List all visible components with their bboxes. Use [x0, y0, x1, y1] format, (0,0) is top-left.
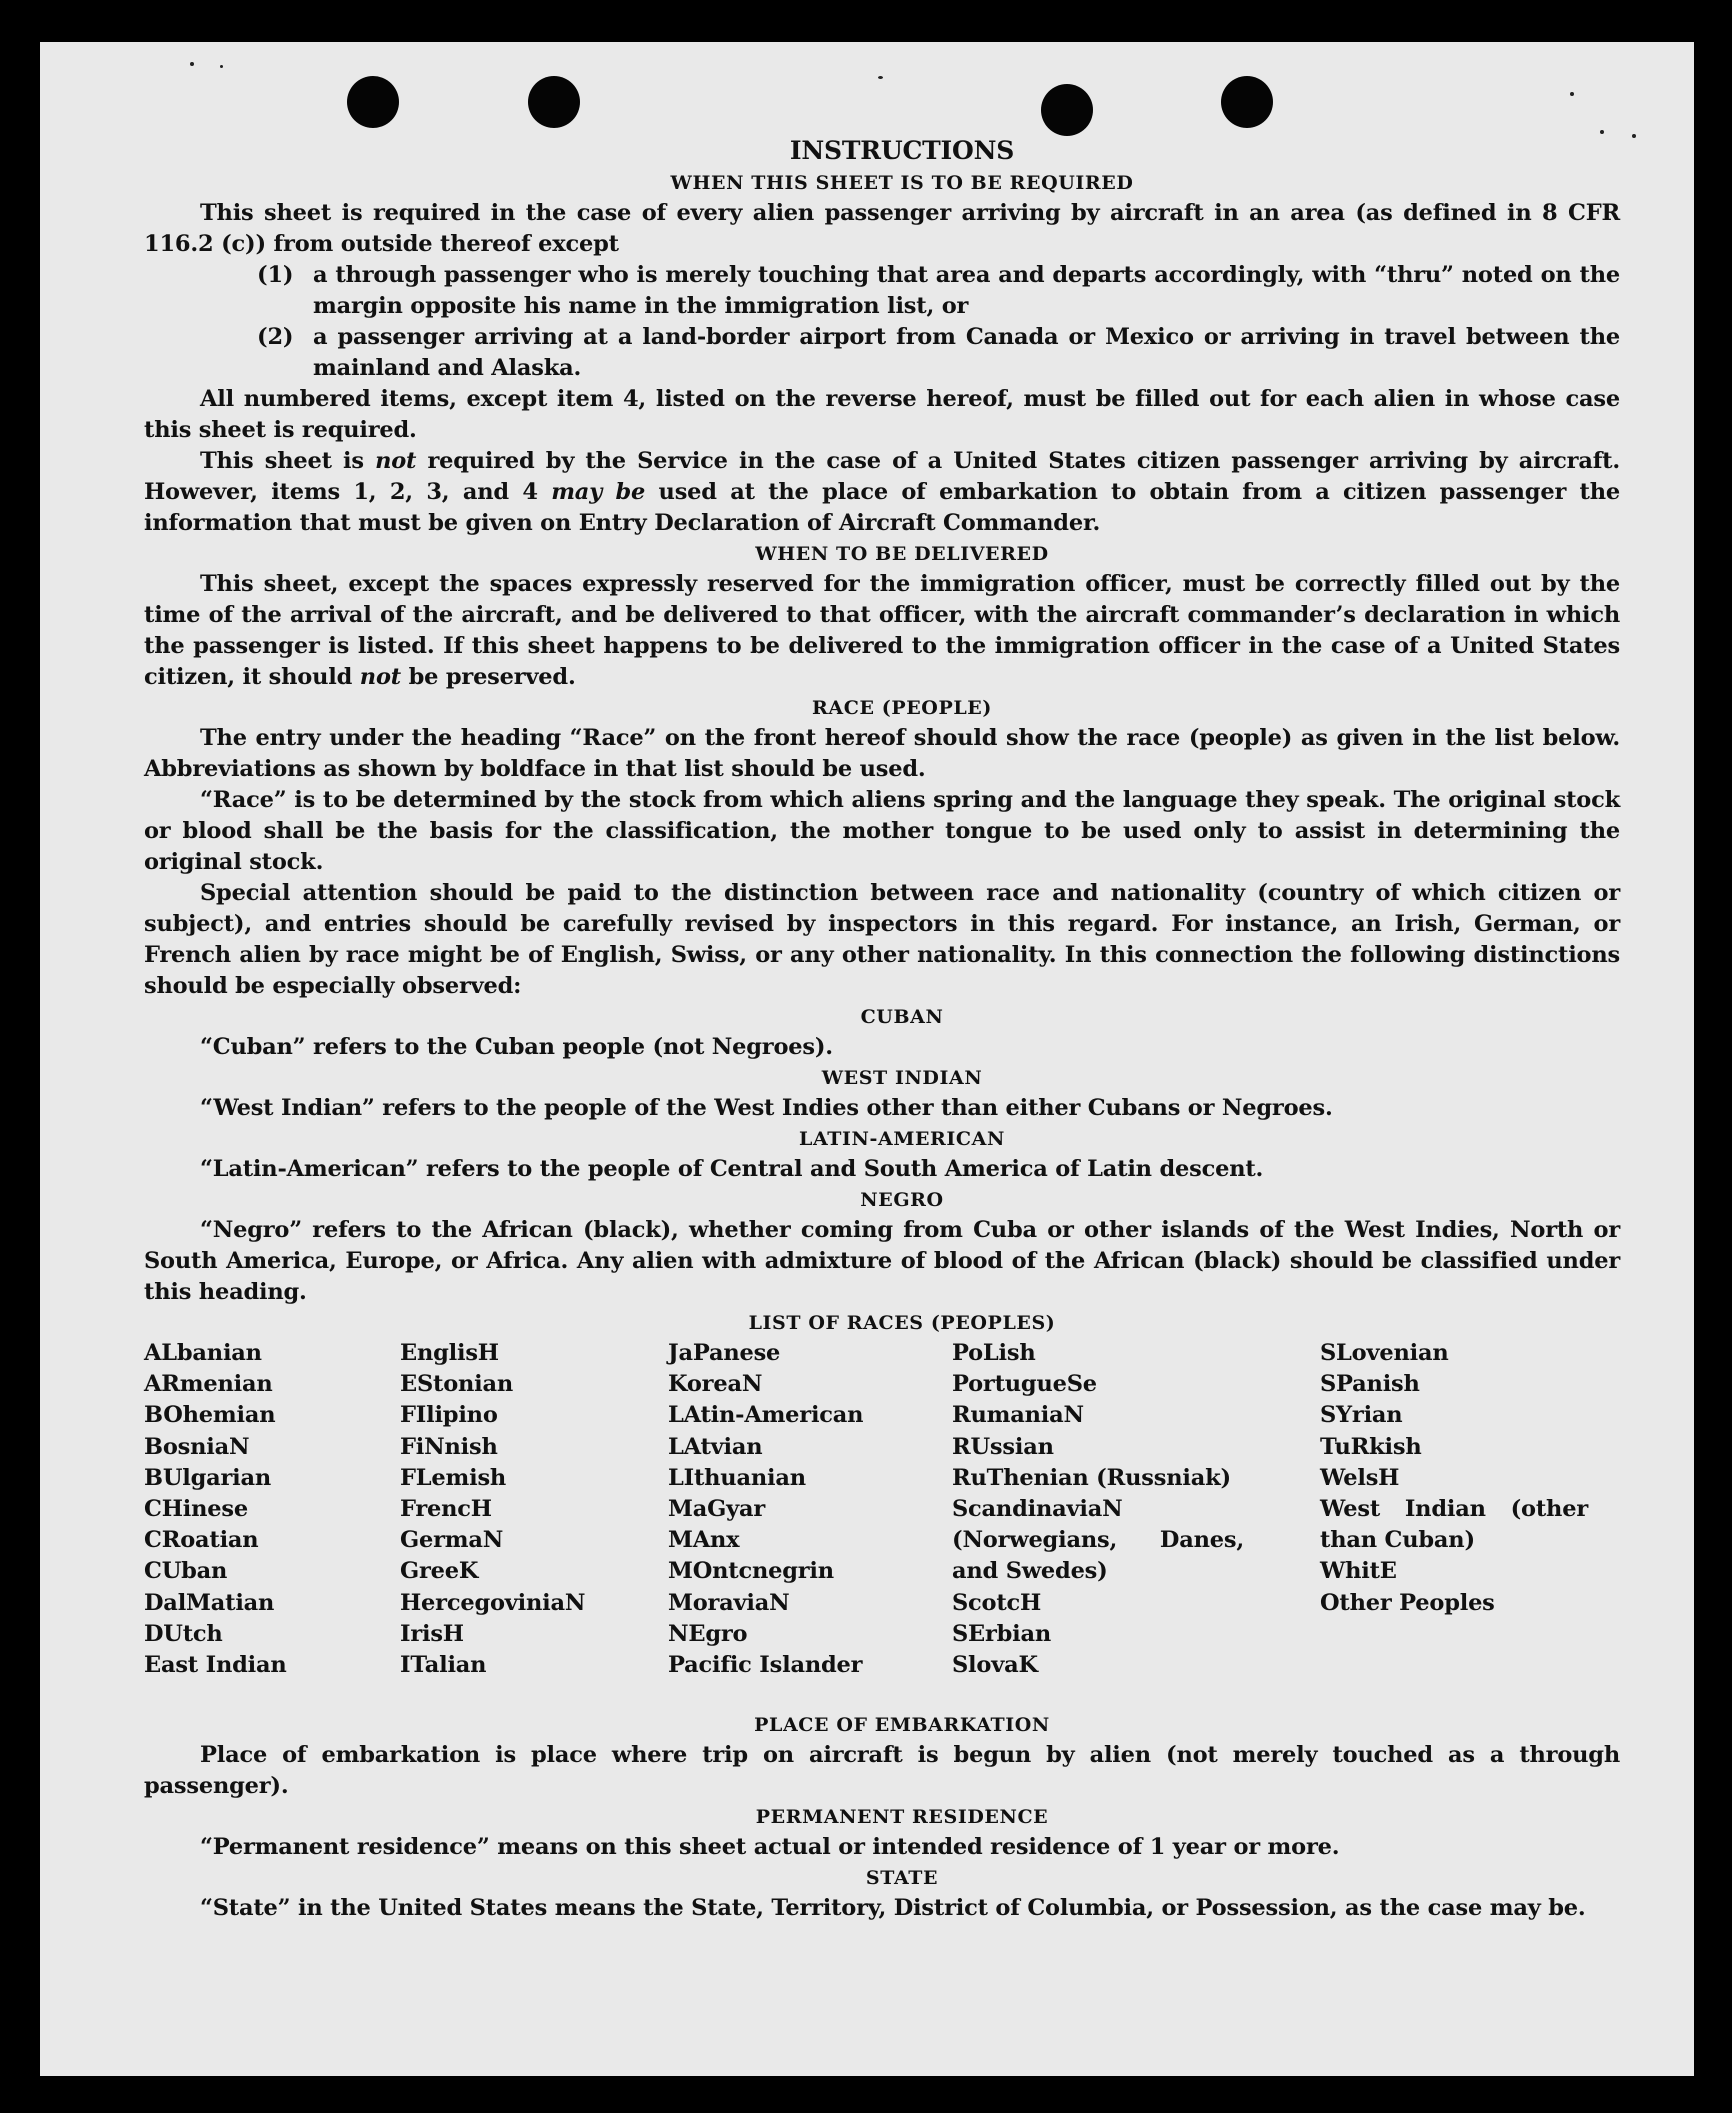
text-span: This sheet is: [200, 448, 376, 474]
race-item: ARmenian: [144, 1371, 273, 1398]
race-item: RuThenian (Russniak): [952, 1464, 1231, 1491]
heading-when-delivered: WHEN TO BE DELIVERED: [755, 543, 1049, 565]
race-item: PoLish: [952, 1340, 1036, 1366]
punch-hole: [347, 76, 399, 128]
race-item: FiNnish: [400, 1433, 498, 1460]
race-item: East Indian: [144, 1652, 287, 1679]
paragraph-latin-american: “Latin-American” refers to the people of Central and South America of Latin descent.: [200, 1156, 1264, 1182]
race-item: GreeK: [400, 1558, 479, 1585]
race-item: MaGyar: [668, 1496, 766, 1523]
heading-when-required: WHEN THIS SHEET IS TO BE REQUIRED: [670, 172, 1134, 194]
instructions-content: [144, 134, 1620, 1924]
race-item: RUssian: [952, 1433, 1054, 1460]
race-item: PortugueSe: [952, 1371, 1097, 1398]
race-item: MoraviaN: [668, 1589, 790, 1616]
races-column-4: [952, 1338, 1244, 1681]
paragraph-race-2: “Race” is to be determined by the stock from which aliens spring and the language they speak. The original stock or blood shall be the basis for the classification, the mother tongue to be used only to assist in determining the original stock.: [144, 787, 1620, 875]
races-column-3: [668, 1338, 928, 1681]
paragraph-race-3: Special attention should be paid to the distinction between race and nationality (country of which citizen or subject), and entries should be carefully revised by inspectors in this regard. For instance, an Irish, German, or French alien by race might be of English, Swiss, or any other nationality. In this connection the following distinctions should be especially observed:: [144, 880, 1620, 999]
race-item: GermaN: [400, 1527, 504, 1554]
paragraph-numbered-items: All numbered items, except item 4, listed on the reverse hereof, must be filled out for each alien in whose case this sheet is required.: [144, 386, 1620, 443]
race-item: IrisH: [400, 1620, 464, 1647]
list-item-text: a passenger arriving at a land-border airport from Canada or Mexico or arriving in travel between the mainland and Alaska.: [313, 324, 1620, 381]
paragraph-state: “State” in the United States means the State, Territory, District of Columbia, or Possession, as the case may be.: [200, 1895, 1586, 1921]
heading-list-of-races: LIST OF RACES (PEOPLES): [748, 1312, 1056, 1334]
race-item: CHinese: [144, 1496, 248, 1523]
race-item: SYrian: [1320, 1402, 1403, 1429]
paragraph-embarkation: Place of embarkation is place where trip on aircraft is begun by alien (not merely touched as a through passenger).: [144, 1742, 1620, 1799]
race-item: HercegoviniaN: [400, 1589, 586, 1616]
race-item: ScotcH: [952, 1589, 1042, 1616]
race-item: MOntcnegrin: [668, 1558, 834, 1585]
list-item-number: (1): [257, 262, 294, 288]
paragraph-race-1: The entry under the heading “Race” on the front hereof should show the race (people) as given in the list below. Abbreviations as shown by boldface in that list should be used.: [144, 725, 1620, 782]
race-item: Other Peoples: [1320, 1589, 1495, 1616]
race-item: BosniaN: [144, 1433, 250, 1460]
heading-latin-american: LATIN-AMERICAN: [799, 1128, 1005, 1150]
race-item: West Indian (other than Cuban): [1320, 1496, 1588, 1554]
race-item: WelsH: [1320, 1464, 1400, 1491]
race-item: BOhemian: [144, 1402, 276, 1429]
paragraph-negro: “Negro” refers to the African (black), whether coming from Cuba or other islands of the West Indies, North or South America, Europe, or Africa. Any alien with admixture of blood of the African (black) should be classified under this heading.: [144, 1217, 1620, 1305]
race-item: FLemish: [400, 1464, 507, 1491]
race-item: FrencH: [400, 1496, 492, 1523]
races-list: [144, 1338, 1620, 1710]
emphasis-text: not: [359, 664, 401, 690]
punch-hole: [1041, 84, 1093, 136]
race-item: CUban: [144, 1558, 228, 1585]
race-item: SPanish: [1320, 1371, 1420, 1398]
heading-cuban: CUBAN: [860, 1006, 944, 1028]
heading-state: STATE: [865, 1867, 939, 1889]
text-span: used at the place of embarkation to obtain from a citizen passenger the information that must be given on Entry Declaration of Aircraft Commander.: [144, 479, 1620, 536]
races-column-2: [400, 1338, 630, 1681]
heading-place-of-embarkation: PLACE OF EMBARKATION: [754, 1714, 1050, 1736]
heading-race: RACE (PEOPLE): [812, 697, 992, 719]
race-item: LIthuanian: [668, 1464, 806, 1491]
emphasis-text: not: [375, 448, 417, 474]
race-item: KoreaN: [668, 1371, 763, 1398]
paragraph-when-delivered: [144, 569, 1620, 693]
race-item: LAtin-American: [668, 1402, 864, 1429]
race-item: ITalian: [400, 1652, 487, 1679]
text-span: This sheet, except the spaces expressly reserved for the immigration officer, must be correctly filled out by the time of the arrival of the aircraft, and be delivered to that officer, with the aircraft commander’s declaration in which the passenger is listed. If this sheet happens to be delivered to the immigration officer in the case of a United States citizen, it should: [144, 571, 1620, 690]
race-item: CRoatian: [144, 1527, 259, 1554]
race-item: SLovenian: [1320, 1340, 1449, 1366]
paragraph-cuban: “Cuban” refers to the Cuban people (not Negroes).: [200, 1034, 833, 1060]
heading-west-indian: WEST INDIAN: [821, 1067, 983, 1089]
punch-hole: [528, 76, 580, 128]
race-item: EStonian: [400, 1371, 514, 1398]
speck: [190, 62, 194, 66]
race-item: ALbanian: [144, 1340, 262, 1366]
paragraph-when-required-intro: This sheet is required in the case of every alien passenger arriving by aircraft in an area (as defined in 8 CFR 116.2 (c)) from outside thereof except: [144, 200, 1620, 257]
speck: [1632, 134, 1636, 138]
list-item-number: (2): [257, 324, 294, 350]
list-item-text: a through passenger who is merely touching that area and departs accordingly, with “thru” noted on the margin opposite his name in the immigration list, or: [313, 262, 1620, 319]
speck: [1570, 92, 1574, 96]
race-item: JaPanese: [668, 1340, 781, 1366]
race-item: EnglisH: [400, 1340, 499, 1366]
heading-permanent-residence: PERMANENT RESIDENCE: [755, 1806, 1049, 1828]
race-item: SErbian: [952, 1620, 1052, 1647]
punch-hole: [1221, 76, 1273, 128]
paragraph-citizen-passenger: [144, 446, 1620, 539]
text-span: be preserved.: [400, 664, 576, 690]
race-item: DUtch: [144, 1620, 223, 1647]
race-item: RumaniaN: [952, 1402, 1084, 1429]
race-item: NEgro: [668, 1620, 748, 1647]
race-item: DalMatian: [144, 1589, 275, 1616]
paragraph-west-indian: “West Indian” refers to the people of the West Indies other than either Cubans or Negroes.: [200, 1095, 1333, 1121]
emphasis-text: may be: [551, 479, 646, 505]
speck: [220, 65, 223, 68]
race-item: FIlipino: [400, 1402, 498, 1429]
speck: [878, 76, 883, 79]
list-item: [144, 322, 1620, 384]
races-column-1: [144, 1338, 354, 1681]
race-item: MAnx: [668, 1527, 740, 1554]
race-item: ScandinaviaN (Norwegians, Danes, and Swedes): [952, 1496, 1244, 1585]
paragraph-residence: “Permanent residence” means on this sheet actual or intended residence of 1 year or more.: [200, 1834, 1340, 1860]
race-item: TuRkish: [1320, 1433, 1422, 1460]
document-page: [40, 42, 1694, 2076]
race-item: Pacific Islander: [668, 1652, 863, 1679]
heading-negro: NEGRO: [860, 1189, 944, 1211]
race-item: LAtvian: [668, 1433, 763, 1460]
race-item: WhitE: [1320, 1558, 1397, 1585]
list-item: [144, 260, 1620, 322]
races-column-5: [1320, 1338, 1588, 1619]
race-item: BUlgarian: [144, 1464, 272, 1491]
page-title: INSTRUCTIONS: [789, 136, 1015, 165]
text-span: required by the Service in the case of a United States citizen passenger arriving by aircraft. However, items 1, 2, 3, and 4: [144, 448, 1620, 505]
race-item: SlovaK: [952, 1652, 1038, 1679]
